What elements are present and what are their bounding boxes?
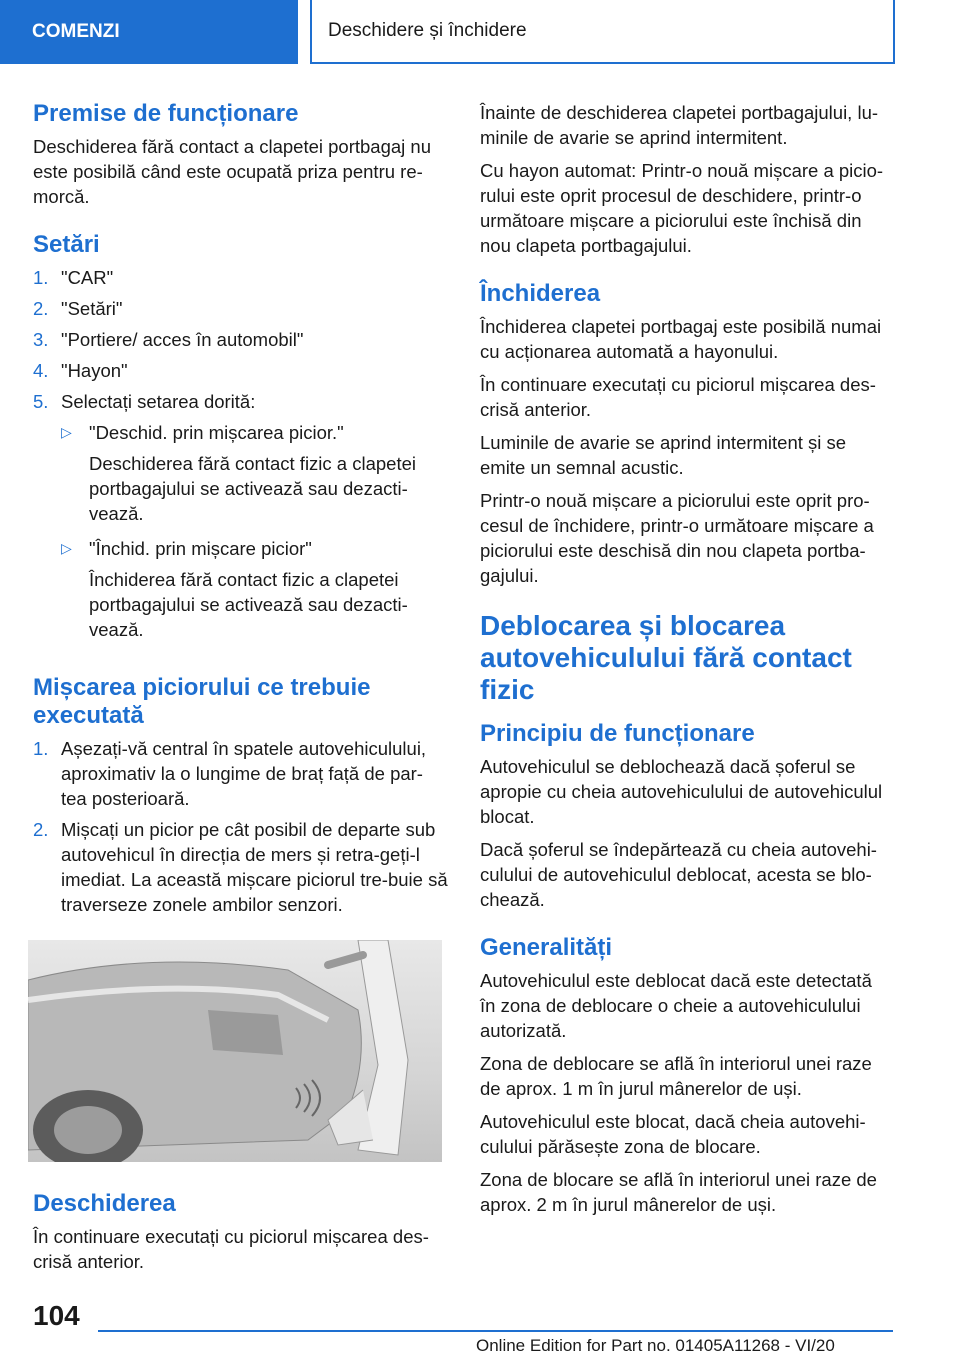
item-number: 3. <box>33 329 49 350</box>
car-foot-gesture-image <box>28 940 442 1162</box>
right-column <box>480 100 890 1225</box>
premise-text: Deschiderea fără contact a clapetei portbagaj nu este posibilă când este ocupată priza pentru re-morcă. <box>33 136 432 207</box>
paragraph: Autovehiculul este deblocat dacă este detectată în zona de deblocare o cheie a autovehiculului autorizată. <box>480 970 872 1041</box>
list-item <box>33 736 448 811</box>
section-tab <box>0 0 298 64</box>
heading-premise: Premise de funcționare <box>33 100 299 127</box>
sub-item-label: "Închid. prin mișcare picior" <box>89 538 312 559</box>
item-text: "Portiere/ acces în automobil" <box>61 329 304 350</box>
paragraph: Zona de blocare se află în interiorul unei raze de aprox. 2 m în jurul mânerelor de uși. <box>480 1169 877 1215</box>
item-text: "Setări" <box>61 298 123 319</box>
intro-text-2: Cu hayon automat: Printr-o nouă mișcare a picio-rului este oprit procesul de deschidere, printr-o următoare mișcare a piciorului este închisă din nou clapeta portbagajului. <box>480 160 884 256</box>
list-item <box>33 265 448 290</box>
section-inchiderea <box>480 280 890 588</box>
setari-list <box>33 265 448 652</box>
item-text: "Hayon" <box>61 360 128 381</box>
miscarea-list <box>33 736 448 917</box>
list-item <box>33 389 448 652</box>
item-number: 5. <box>33 391 49 412</box>
deschiderea-text: În continuare executați cu piciorul mișcarea des-crisă anterior. <box>33 1226 429 1272</box>
paragraph: Zona de deblocare se află în interiorul unei raze de aprox. 1 m în jurul mânerelor de uși. <box>480 1053 872 1099</box>
edition-note: Online Edition for Part no. 01405A11268 - VI/20 <box>476 1336 835 1355</box>
chapter-title: Deschidere și închidere <box>328 20 527 41</box>
item-text: "CAR" <box>61 267 114 288</box>
heading-deblocarea: Deblocarea și blocarea autovehiculului fără contact fizic <box>480 610 852 705</box>
sub-list-item <box>61 536 448 642</box>
paragraph: Dacă șoferul se îndepărtează cu cheia autovehi-culului de autovehiculul deblocat, acesta se blo-chează. <box>480 839 877 910</box>
page-number: 104 <box>33 1300 80 1331</box>
item-number: 2. <box>33 298 49 319</box>
section-miscarea <box>33 674 448 917</box>
sub-list-item <box>61 420 448 526</box>
list-item <box>33 358 448 383</box>
list-item <box>33 817 448 917</box>
section-principiu <box>480 720 890 912</box>
section-setari <box>33 231 448 652</box>
heading-principiu: Principiu de funcționare <box>480 720 755 747</box>
paragraph: Închiderea clapetei portbagaj este posibilă numai cu acționarea automată a hayonului. <box>480 316 882 362</box>
item-text: Așezați-vă central în spatele autovehiculului, aproximativ la o lungime de braț față de par-tea posterioară. <box>61 738 427 809</box>
paragraph: În continuare executați cu piciorul mișcarea des-crisă anterior. <box>480 374 876 420</box>
list-item <box>33 327 448 352</box>
section-label: COMENZI <box>32 21 120 42</box>
list-item <box>33 296 448 321</box>
sub-item-desc: Închiderea fără contact fizic a clapetei portbagajului se activează sau dezacti-vează. <box>89 569 408 640</box>
item-number: 1. <box>33 267 49 288</box>
footer-divider <box>98 1330 893 1332</box>
paragraph: Printr-o nouă mișcare a piciorului este oprit pro-cesul de închidere, printr-o următoare mișcare a piciorului este deschisă din nou clapeta portba-gajului. <box>480 490 874 586</box>
sub-item-desc: Deschiderea fără contact fizic a clapetei portbagajului se activează sau dezacti-vează. <box>89 453 417 524</box>
item-text: Mișcați un picior pe cât posibil de departe sub autovehicul în direcția de mers și retra-geți-l imediat. La această mișcare piciorul tre-buie să traverseze zonele ambilor senzori. <box>61 819 448 915</box>
setari-sublist <box>61 420 448 642</box>
left-bottom <box>33 1190 448 1282</box>
triangle-right-outline-icon: ▷ <box>61 424 72 440</box>
paragraph: Luminile de avarie se aprind intermitent și se emite un semnal acustic. <box>480 432 847 478</box>
item-number: 4. <box>33 360 49 381</box>
item-number: 1. <box>33 738 49 759</box>
heading-deschiderea: Deschiderea <box>33 1190 176 1217</box>
section-deblocarea <box>480 610 890 706</box>
header-title <box>310 0 895 64</box>
left-column <box>33 100 448 923</box>
heading-inchiderea: Închiderea <box>480 280 601 307</box>
section-generalitati <box>480 934 890 1217</box>
item-text: Selectați setarea dorită: <box>61 391 256 412</box>
heading-miscarea: Mișcarea piciorului ce trebuie executată <box>33 674 371 729</box>
sub-item-label: "Deschid. prin mișcarea picior." <box>89 422 344 443</box>
heading-setari: Setări <box>33 231 100 258</box>
paragraph: Autovehiculul se deblochează dacă șoferul se apropie cu cheia autovehiculului de autovehiculul blocat. <box>480 756 883 827</box>
triangle-right-outline-icon: ▷ <box>61 540 72 556</box>
car-rear-illustration <box>28 940 442 1162</box>
paragraph: Autovehiculul este blocat, dacă cheia autovehi-culului părăsește zona de blocare. <box>480 1111 866 1157</box>
section-premise <box>33 100 448 209</box>
item-number: 2. <box>33 819 49 840</box>
heading-generalitati: Generalități <box>480 934 613 961</box>
intro-text-1: Înainte de deschiderea clapetei portbagajului, lu-minile de avarie se aprind intermitent. <box>480 102 879 148</box>
